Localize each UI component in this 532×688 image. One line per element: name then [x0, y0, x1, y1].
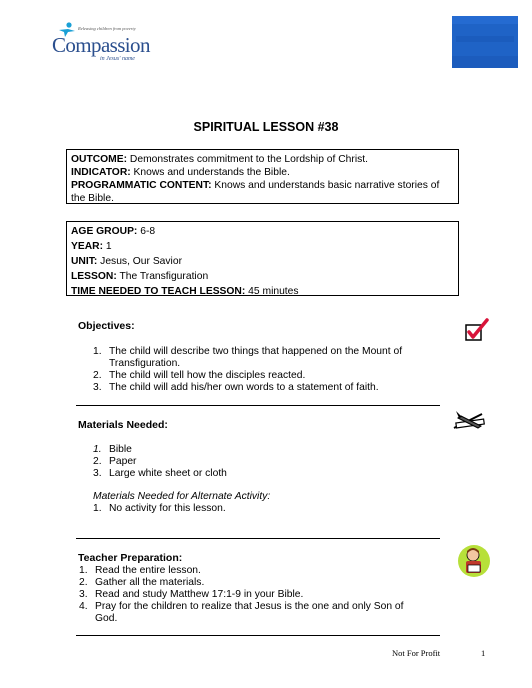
list-number: 3. — [93, 382, 102, 393]
checkbox-check-icon — [464, 318, 490, 342]
list-number: 3. — [79, 589, 88, 600]
list-number: 4. — [79, 601, 88, 612]
list-number: 3. — [93, 468, 102, 479]
indicator-label: INDICATOR: — [71, 167, 131, 178]
list-number: 1. — [93, 346, 102, 357]
content-value: Knows and understands basic narrative stories of — [211, 180, 440, 191]
materials-list — [93, 444, 393, 480]
time-value: 45 minutes — [245, 286, 299, 297]
child-reading-icon — [456, 543, 492, 579]
list-number: 1. — [93, 503, 102, 514]
prep-heading: Teacher Preparation: — [78, 552, 183, 564]
blue-decorative-block — [452, 16, 518, 68]
footer-text: Not For Profit — [392, 648, 441, 658]
logo-subtitle: in Jesus' name — [100, 56, 135, 62]
year-label: YEAR: — [71, 241, 104, 252]
list-text: The child will tell how the disciples reacted. — [109, 370, 306, 381]
list-text: No activity for this lesson. — [109, 503, 226, 514]
list-text: Gather all the materials. — [95, 577, 205, 588]
page-number: 1 — [481, 648, 486, 658]
unit-value: Jesus, Our Savior — [97, 256, 183, 267]
list-text: Read and study Matthew 17:1-9 in your Bible. — [95, 589, 304, 600]
compassion-logo — [52, 22, 164, 66]
indicator-value: Knows and understands the Bible. — [130, 167, 290, 178]
list-number: 1. — [79, 565, 88, 576]
list-number: 2. — [93, 370, 102, 381]
list-item — [93, 346, 433, 358]
logo-tagline: Releasing children from poverty — [78, 26, 136, 31]
list-number: 1. — [93, 444, 102, 455]
unit-label: UNIT: — [71, 256, 98, 267]
section-divider — [76, 538, 440, 539]
list-item — [79, 601, 429, 613]
year-value: 1 — [103, 241, 112, 252]
pencil-ruler-icon — [452, 408, 486, 432]
list-item — [93, 370, 433, 382]
list-text: Bible — [109, 444, 132, 455]
objectives-heading: Objectives: — [78, 320, 135, 332]
materials-heading: Materials Needed: — [78, 419, 168, 431]
list-item — [79, 577, 429, 589]
list-item-cont — [93, 358, 433, 370]
outcome-box — [66, 149, 459, 204]
lesson-label: LESSON: — [71, 271, 117, 282]
alt-materials-heading: Materials Needed for Alternate Activity: — [93, 491, 271, 502]
list-item — [93, 468, 393, 480]
list-number: 2. — [93, 456, 102, 467]
section-divider — [76, 405, 440, 406]
list-text: Large white sheet or cloth — [109, 468, 227, 479]
list-text: Transfiguration. — [109, 358, 181, 369]
list-item — [93, 382, 433, 394]
list-item — [79, 565, 429, 577]
alt-materials-list — [93, 503, 393, 515]
content-value-cont: the Bible. — [71, 193, 114, 204]
page-title: SPIRITUAL LESSON #38 — [193, 120, 339, 134]
list-item-cont — [79, 613, 429, 625]
list-text: Paper — [109, 456, 137, 467]
list-item — [93, 444, 393, 456]
prep-list — [79, 565, 429, 625]
list-item — [93, 503, 393, 515]
lesson-info-box — [66, 221, 459, 296]
list-item — [79, 589, 429, 601]
list-text: God. — [95, 613, 118, 624]
age-label: AGE GROUP: — [71, 226, 138, 237]
list-number: 2. — [79, 577, 88, 588]
time-label: TIME NEEDED TO TEACH LESSON: — [71, 286, 246, 297]
outcome-label: OUTCOME: — [71, 154, 128, 165]
list-item — [93, 456, 393, 468]
list-text: The child will add his/her own words to a statement of faith. — [109, 382, 379, 393]
list-text: Pray for the children to realize that Jesus is the one and only Son of — [95, 601, 404, 612]
outcome-value: Demonstrates commitment to the Lordship of Christ. — [127, 154, 368, 165]
objectives-list — [93, 346, 433, 394]
logo-brand: Compassion — [52, 33, 150, 57]
section-divider — [76, 635, 440, 636]
age-value: 6-8 — [137, 226, 156, 237]
content-label: PROGRAMMATIC CONTENT: — [71, 180, 212, 191]
lesson-value: The Transfiguration — [116, 271, 209, 282]
list-text: The child will describe two things that happened on the Mount of — [109, 346, 403, 357]
list-text: Read the entire lesson. — [95, 565, 201, 576]
